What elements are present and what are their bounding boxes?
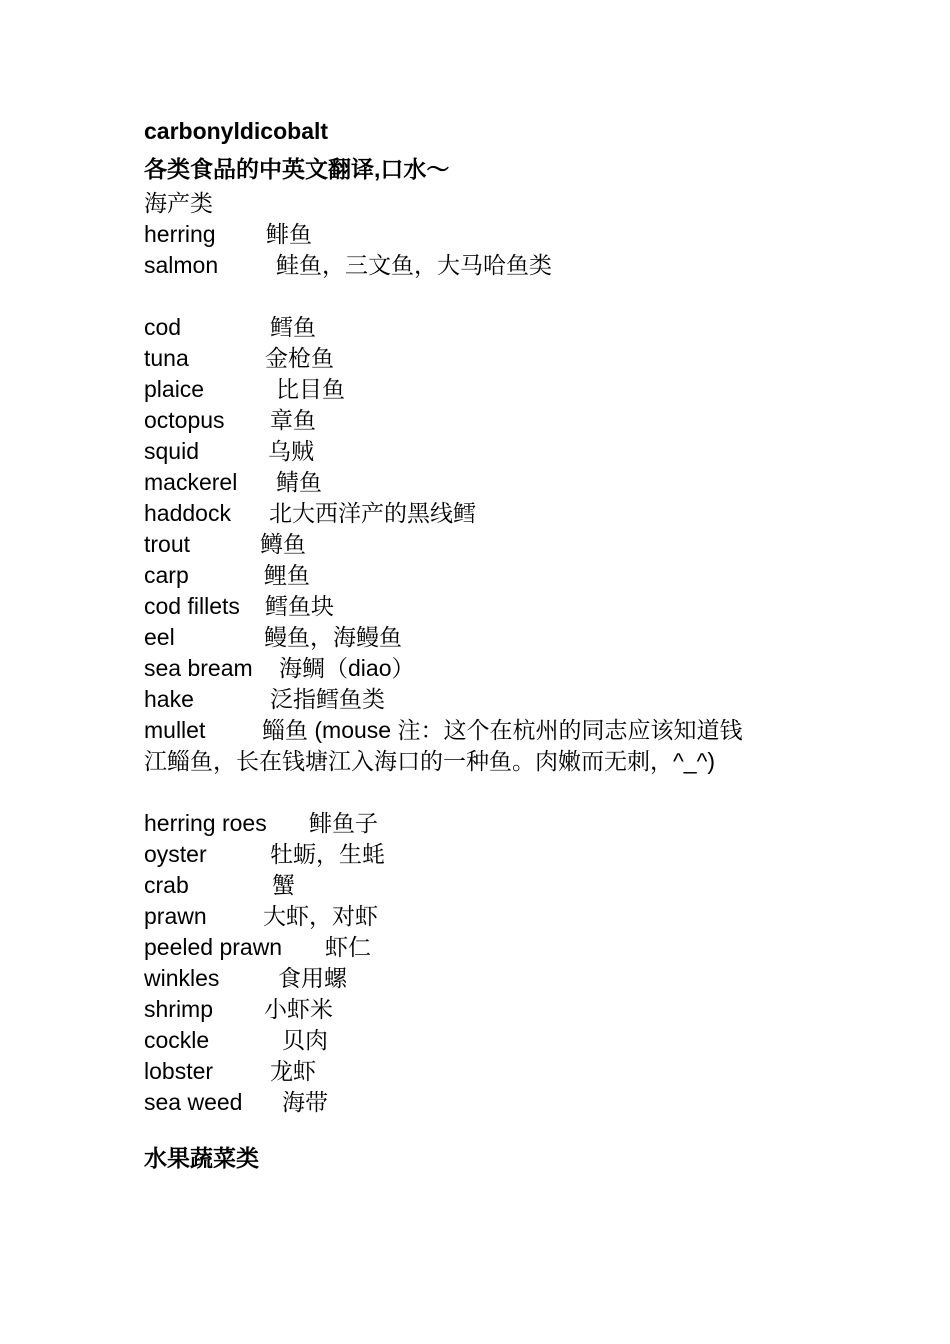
vocab-entry [144,653,824,684]
vocab-english: squid [144,438,199,464]
vocab-entry [144,250,824,281]
vocab-chinese: 贝肉 [282,1027,328,1053]
vocab-chinese: 海带 [282,1089,328,1115]
vocab-entry [144,870,824,901]
vocab-chinese: 小虾米 [264,996,333,1022]
vocab-entry [144,932,824,963]
vocab-entry [144,312,824,343]
vocab-entry [144,994,824,1025]
vocab-english: cod [144,314,182,340]
vocab-entry [144,560,824,591]
vocab-english: herring roes [144,810,267,836]
vocab-chinese: 鳟鱼 [260,531,306,557]
vocab-english: tuna [144,345,189,371]
vocab-chinese: 鳕鱼块 [265,593,334,619]
vocab-english: haddock [144,500,231,526]
vocab-chinese: 章鱼 [270,407,316,433]
vocab-entry [144,1087,824,1118]
vocab-chinese: 乌贼 [268,438,314,464]
document-subtitle: 各类食品的中英文翻译,口水～ [144,156,450,182]
vocab-english: cod fillets [144,593,240,619]
vocab-group-2 [144,312,824,715]
section-heading-seafood: 海产类 [144,190,213,216]
vocab-english: eel [144,624,175,650]
vocab-english: oyster [144,841,207,867]
vocab-english: peeled prawn [144,934,283,960]
vocab-chinese: 鲤鱼 [264,562,310,588]
vocab-chinese: 金枪鱼 [265,345,334,371]
vocab-chinese: 牡蛎，生蚝 [270,841,385,867]
blank-line [144,777,824,808]
vocab-english: lobster [144,1058,214,1084]
vocab-entry [144,529,824,560]
vocab-group-3 [144,808,824,1118]
vocab-chinese: 食用螺 [278,965,347,991]
vocab-entry [144,591,824,622]
vocab-english: cockle [144,1027,210,1053]
vocab-entry [144,498,824,529]
vocab-chinese: 鲭鱼 [276,469,322,495]
vocab-chinese: 蟹 [272,872,295,898]
vocab-chinese: 大虾，对虾 [263,903,378,929]
vocab-chinese: 鲑鱼，三文鱼，大马哈鱼类 [276,252,552,278]
vocab-entry [144,839,824,870]
vocab-chinese: 鲻鱼 (mouse 注：这个在杭州的同志应该知道钱 [262,717,743,743]
vocab-chinese-continued: 江鲻鱼，长在钱塘江入海口的一种鱼。肉嫩而无刺，^_^) [144,748,716,774]
vocab-entry [144,374,824,405]
document-page [144,112,824,1178]
vocab-english: mullet [144,717,206,743]
vocab-entry [144,467,824,498]
document-title: carbonyldicobalt [144,118,329,144]
vocab-english: mackerel [144,469,238,495]
vocab-english: shrimp [144,996,214,1022]
vocab-english: sea weed [144,1089,243,1115]
vocab-english: sea bream [144,655,253,681]
vocab-chinese: 鳗鱼，海鳗鱼 [264,624,402,650]
vocab-english: trout [144,531,191,557]
vocab-entry [144,405,824,436]
vocab-entry [144,219,824,250]
vocab-entry [144,1056,824,1087]
vocab-english: hake [144,686,194,712]
vocab-entry [144,684,824,715]
vocab-english: prawn [144,903,207,929]
vocab-entry [144,901,824,932]
vocab-entry [144,1025,824,1056]
section-heading-fruit-veg: 水果蔬菜类 [144,1145,259,1171]
vocab-entry [144,808,824,839]
vocab-entry [144,963,824,994]
vocab-chinese: 虾仁 [325,934,371,960]
vocab-chinese: 鲱鱼 [266,221,312,247]
vocab-english: herring [144,221,216,247]
vocab-chinese: 龙虾 [270,1058,316,1084]
vocab-entry [144,343,824,374]
vocab-entry [144,622,824,653]
vocab-entry-mullet [144,715,824,777]
vocab-english: winkles [144,965,220,991]
vocab-chinese: 北大西洋产的黑线鳕 [269,500,476,526]
vocab-chinese: 泛指鳕鱼类 [270,686,385,712]
vocab-english: plaice [144,376,205,402]
blank-line [144,281,824,312]
vocab-english: octopus [144,407,225,433]
vocab-group-1 [144,219,824,281]
vocab-chinese: 海鲷（diao） [279,655,415,681]
vocab-english: crab [144,872,189,898]
vocab-chinese: 比目鱼 [276,376,345,402]
vocab-chinese: 鳕鱼 [270,314,316,340]
vocab-english: salmon [144,252,219,278]
vocab-english: carp [144,562,189,588]
vocab-chinese: 鲱鱼子 [309,810,378,836]
vocab-entry [144,436,824,467]
